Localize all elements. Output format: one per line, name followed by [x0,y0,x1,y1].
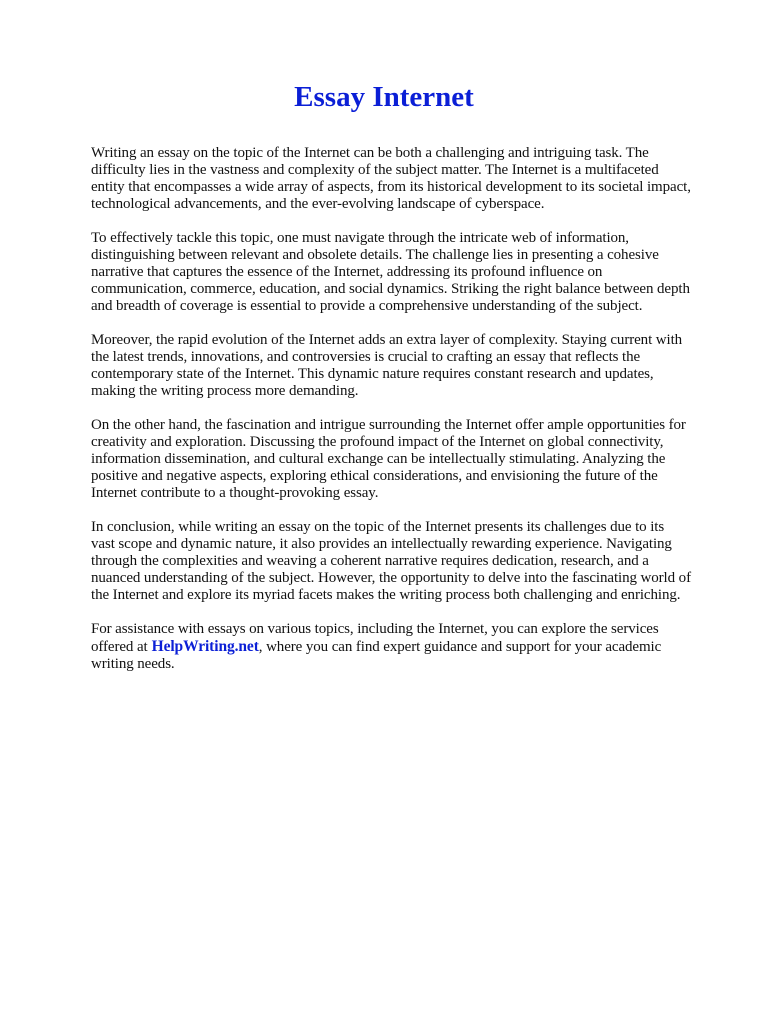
paragraph-1: Writing an essay on the topic of the Internet can be both a challenging and intriguing task. The difficulty lies in the vastness and complexity of the subject matter. The Internet is a multifaceted entity that encompasses a wide array of aspects, from its historical development to its societal impact, technological advancements, and the ever-evolving landscape of cyberspace. [91,145,691,212]
helpwriting-link[interactable]: HelpWriting.net [151,638,259,655]
paragraph-5: In conclusion, while writing an essay on the topic of the Internet presents its challenges due to its vast scope and dynamic nature, it also provides an intellectually rewarding experience. Navigating through the complexities and weaving a coherent narrative requires dedication, research, and a nuanced understanding of the subject. However, the opportunity to delve into the fascinating world of the Internet and explore its myriad facets makes the writing process both challenging and enriching. [91,519,691,603]
closing-text-before-link: For assistance with essays on various topics, including the Internet, you can explore the services offered at [91,621,659,655]
closing-text-after-link: , where you can find expert guidance and support for your academic writing needs. [91,639,662,672]
paragraph-2: To effectively tackle this topic, one must navigate through the intricate web of information, distinguishing between relevant and obsolete details. The challenge lies in presenting a cohesive narrative that captures the essence of the Internet, addressing its profound influence on communication, commerce, education, and social dynamics. Striking the right balance between depth and breadth of coverage is essential to provide a comprehensive understanding of the subject. [91,230,690,314]
document-title: Essay Internet [294,81,474,113]
document-body [91,145,691,690]
paragraph-3: Moreover, the rapid evolution of the Internet adds an extra layer of complexity. Staying current with the latest trends, innovations, and controversies is crucial to crafting an essay that reflects the contemporary state of the Internet. This dynamic nature requires constant research and updates, making the writing process more demanding. [91,332,683,399]
paragraph-4: On the other hand, the fascination and intrigue surrounding the Internet offer ample opportunities for creativity and exploration. Discussing the profound impact of the Internet on global connectivity, information dissemination, and cultural exchange can be intellectually stimulating. Analyzing the positive and negative aspects, exploring ethical considerations, and envisioning the future of the Internet contribute to a thought-provoking essay. [91,417,686,501]
closing-paragraph [91,621,691,673]
